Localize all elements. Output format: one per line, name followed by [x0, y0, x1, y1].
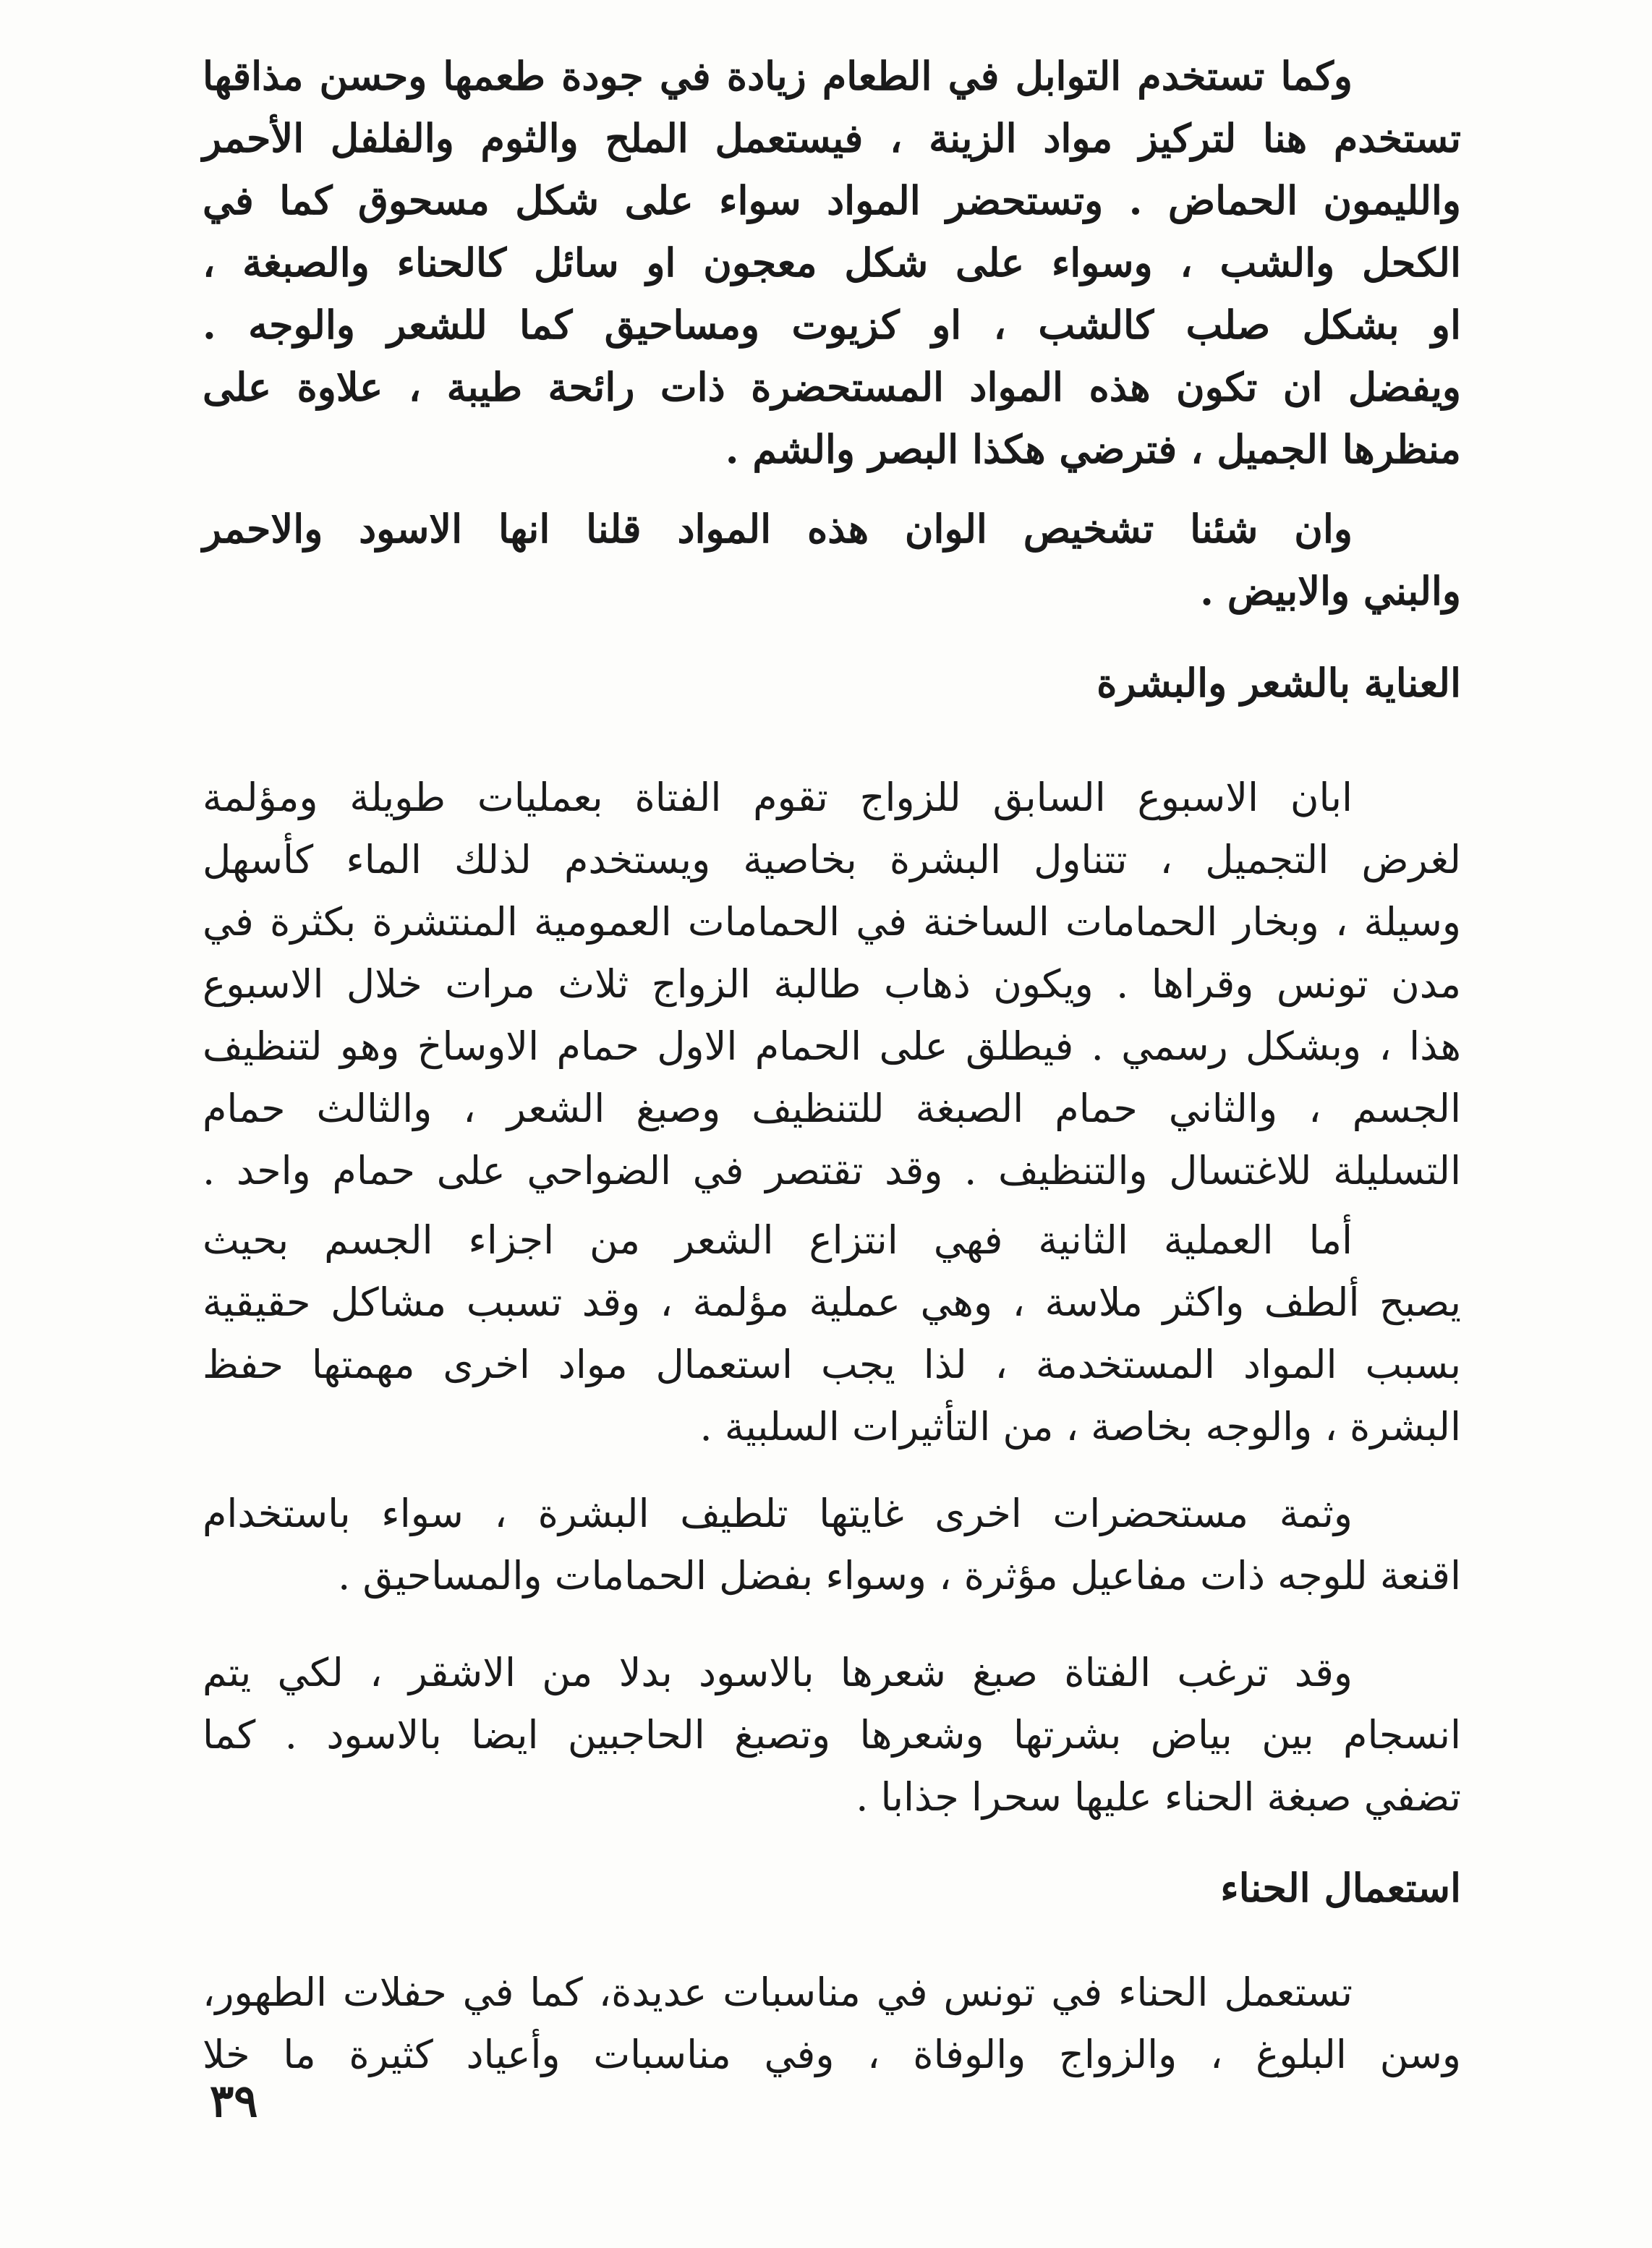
text-line: اقنعة للوجه ذات مفاعيل مؤثرة ، وسواء بفضل الحمامات والمساحيق . [338, 1553, 1461, 1598]
text-line: والبني والابيض . [1200, 568, 1461, 614]
section1-paragraph-3 [203, 1483, 1461, 1607]
intro-paragraph-2 [203, 498, 1461, 622]
text-line: او بشكل صلب كالشب ، او كزيوت ومساحيق كما للشعر والوجه . [203, 302, 1461, 348]
text-line: وسن البلوغ ، والزواج والوفاة ، وفي مناسبات وأعياد كثيرة ما خلا [203, 2032, 1461, 2077]
text-line: الجسم ، والثاني حمام الصبغة للتنظيف وصبغ الشعر ، والثالث حمام [203, 1086, 1461, 1131]
text-line: لغرض التجميل ، تتناول البشرة بخاصية ويستخدم لذلك الماء كأسهل [203, 837, 1461, 882]
text-line: مدن تونس وقراها . ويكون ذهاب طالبة الزواج ثلاث مرات خلال الاسبوع [203, 961, 1461, 1007]
text-line: والليمون الحماض . وتستحضر المواد سواء على شكل مسحوق كما في [203, 177, 1461, 223]
page-number: ٣٩ [210, 2074, 258, 2127]
section-heading-hair-skin-care: العناية بالشعر والبشرة [1097, 660, 1461, 706]
text-line: وسيلة ، وبخار الحمامات الساخنة في الحمامات العمومية المنتشرة بكثرة في [203, 899, 1461, 945]
text-line: وثمة مستحضرات اخرى غايتها تلطيف البشرة ، سواء باستخدام [203, 1491, 1353, 1536]
text-line: التسليلة للاغتسال والتنظيف . وقد تقتصر في الضواحي على حمام واحد . [203, 1148, 1461, 1193]
text-line: تستعمل الحناء في تونس في مناسبات عديدة، كما في حفلات الطهور، [203, 1970, 1353, 2015]
text-line: تضفي صبغة الحناء عليها سحرا جذابا . [856, 1774, 1461, 1820]
text-line: البشرة ، والوجه بخاصة ، من التأثيرات السلبية . [699, 1404, 1461, 1449]
intro-paragraph-1 [203, 45, 1461, 480]
section1-paragraph-4 [203, 1642, 1461, 1828]
text-line: ابان الاسبوع السابق للزواج تقوم الفتاة بعمليات طويلة ومؤلمة [203, 775, 1353, 820]
text-line: وكما تستخدم التوابل في الطعام زيادة في جودة طعمها وحسن مذاقها [203, 53, 1353, 99]
text-line: بسبب المواد المستخدمة ، لذا يجب استعمال مواد اخرى مهمتها حفظ [203, 1342, 1461, 1387]
section1-paragraph-2 [203, 1209, 1461, 1458]
text-line: يصبح ألطف واكثر ملاسة ، وهي عملية مؤلمة ، وقد تسبب مشاكل حقيقية [203, 1280, 1461, 1325]
text-line: وقد ترغب الفتاة صبغ شعرها بالاسود بدلا من الاشقر ، لكي يتم [203, 1650, 1353, 1695]
text-line: ويفضل ان تكون هذه المواد المستحضرة ذات رائحة طيبة ، علاوة على [203, 364, 1461, 410]
section1-paragraph-1 [203, 767, 1461, 1202]
text-line: هذا ، وبشكل رسمي . فيطلق على الحمام الاول حمام الاوساخ وهو لتنظيف [203, 1023, 1461, 1069]
section2-paragraph-1 [203, 1962, 1461, 2086]
text-line: تستخدم هنا لتركيز مواد الزينة ، فيستعمل الملح والثوم والفلفل الأحمر [203, 115, 1461, 161]
text-line: وان شئنا تشخيص الوان هذه المواد قلنا انها الاسود والاحمر [203, 506, 1353, 552]
text-line: انسجام بين بياض بشرتها وشعرها وتصبغ الحاجبين ايضا بالاسود . كما [203, 1712, 1461, 1758]
text-line: الكحل والشب ، وسواء على شكل معجون او سائل كالحناء والصبغة ، [203, 239, 1461, 286]
text-line: منظرها الجميل ، فترضي هكذا البصر والشم . [725, 426, 1461, 472]
text-line: أما العملية الثانية فهي انتزاع الشعر من اجزاء الجسم بحيث [203, 1217, 1353, 1263]
section-heading-henna-use: استعمال الحناء [1220, 1865, 1461, 1911]
